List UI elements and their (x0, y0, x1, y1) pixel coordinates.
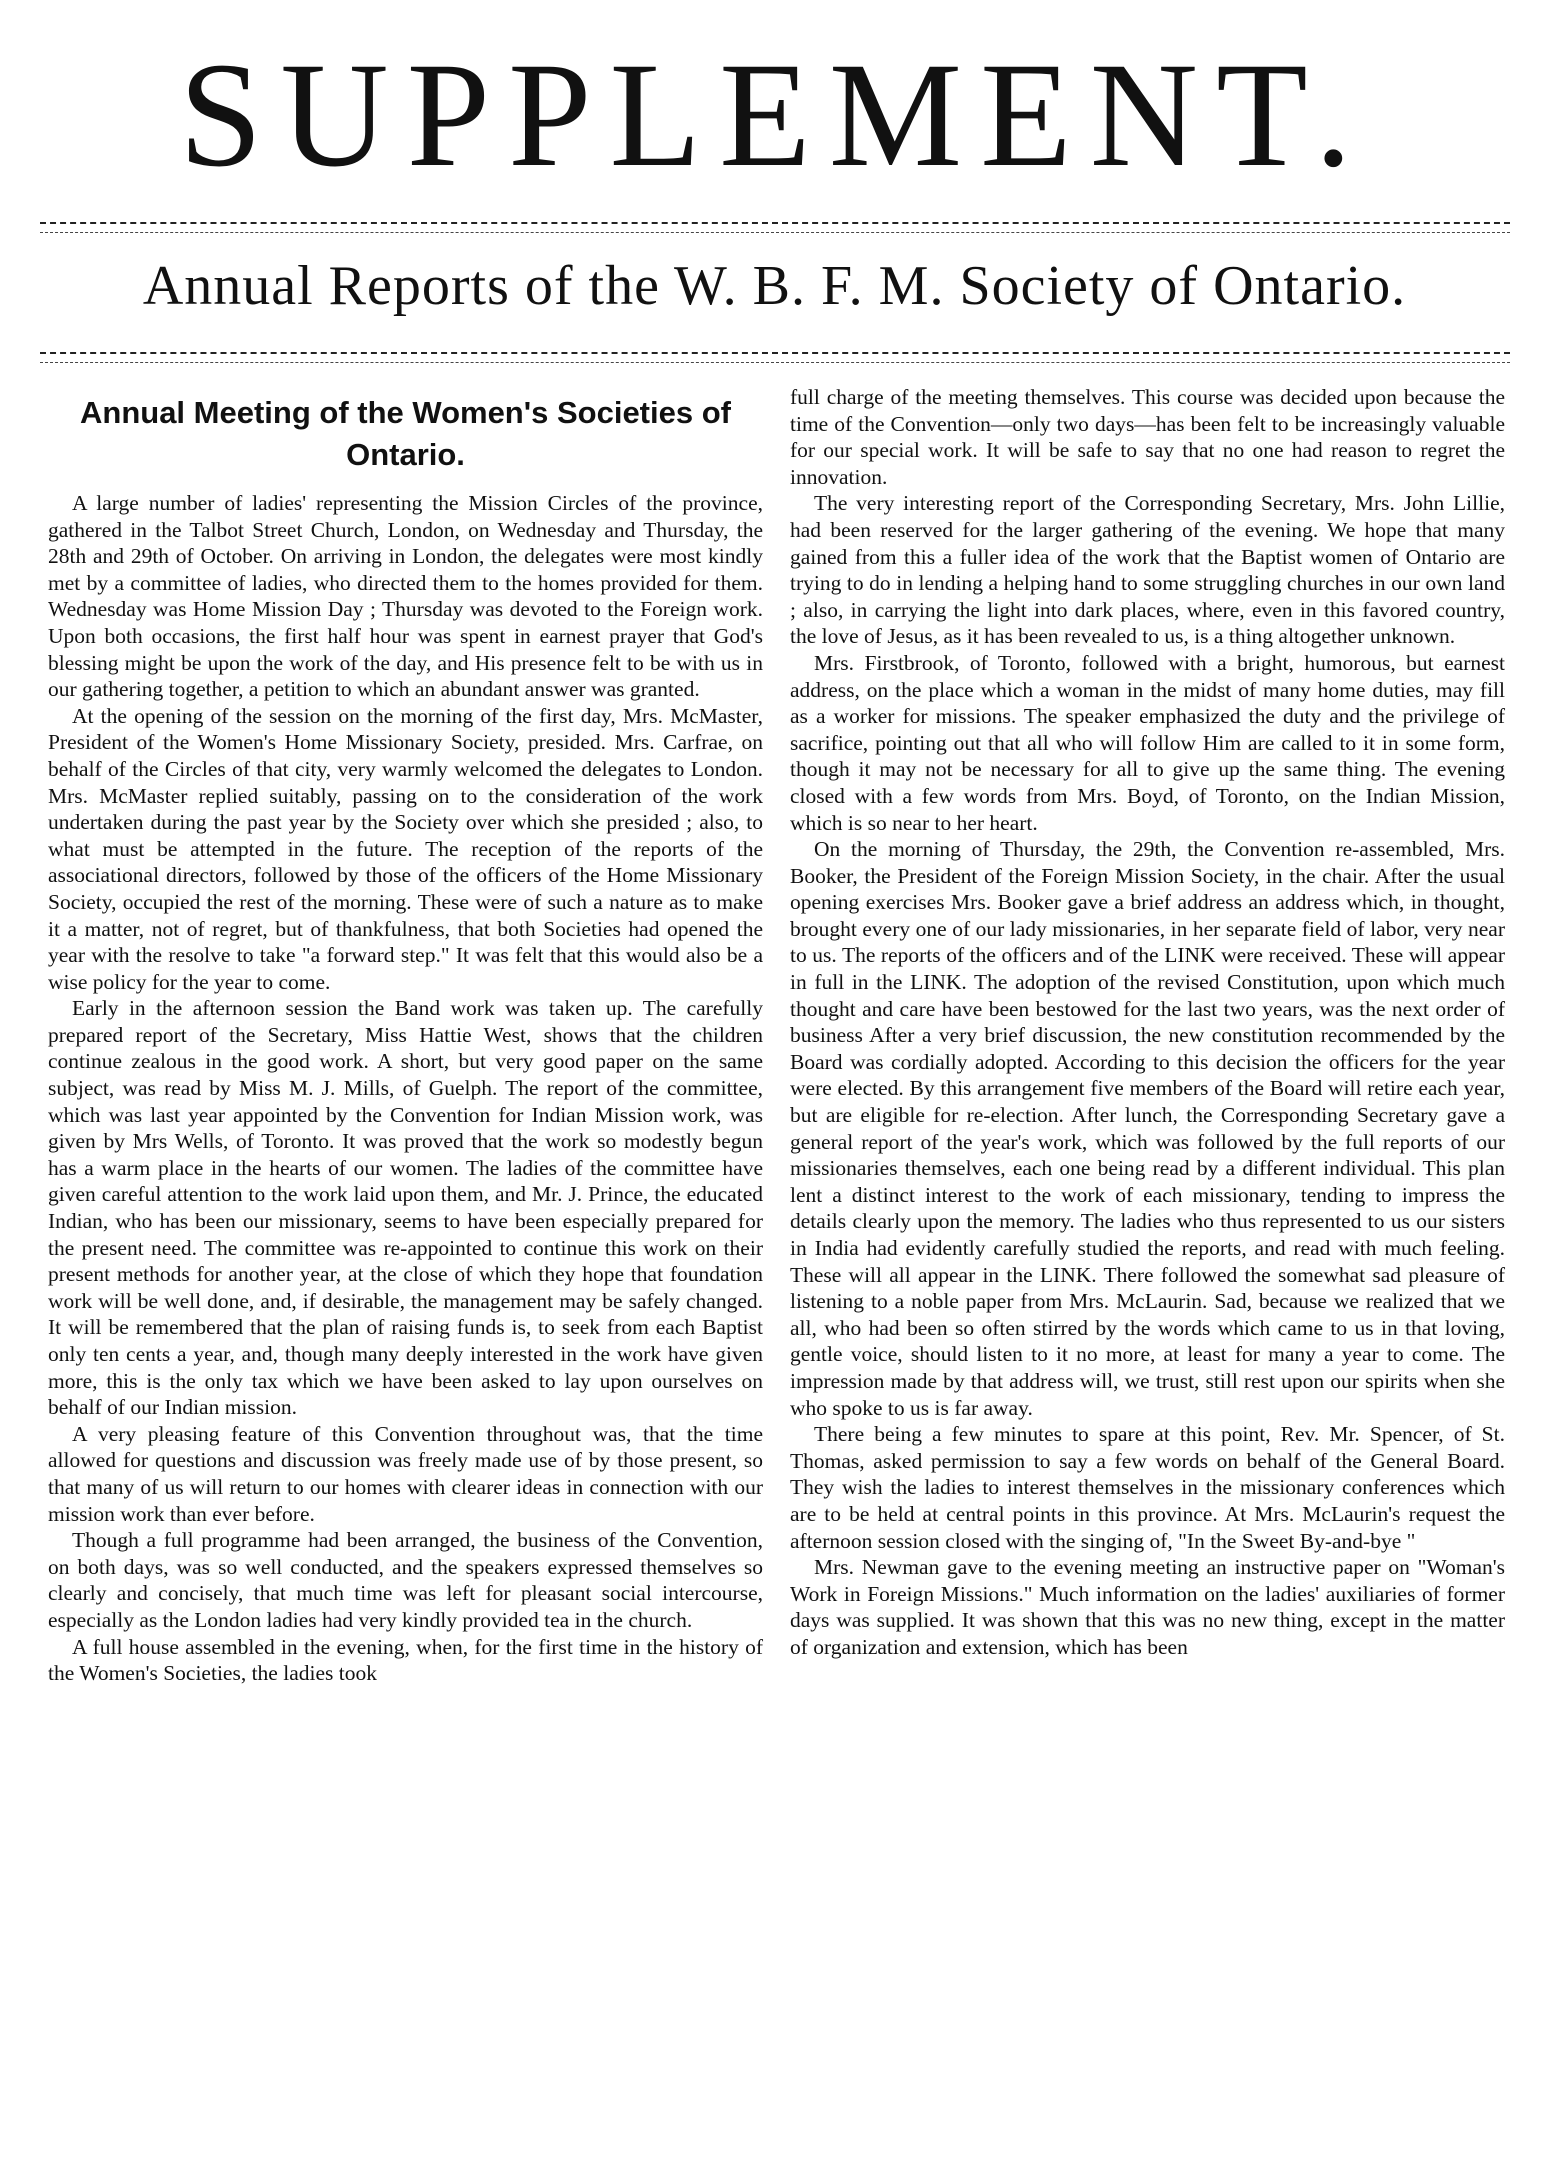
paragraph: A very pleasing feature of this Convention throughout was, that the time allowed for questions and discussion was freely made use of by those present, so that many of us will return to our homes with clearer ideas in connection with our mission work than ever before. (48, 1421, 763, 1526)
masthead-rule-top-thin (40, 232, 1510, 233)
subtitle-rule-bottom-thin (40, 362, 1510, 363)
masthead-rule-top (40, 222, 1510, 224)
paragraph: Mrs. Firstbrook, of Toronto, followed with a bright, humorous, but earnest address, on the place which a woman in the midst of many home duties, may fill as a worker for missions. The speaker emphasized the duty and the privilege of sacrifice, pointing out that all who will follow Him are called to it in some form, though it may not be necessary for all to give up the same thing. The evening closed with a few words from Mrs. Boyd, of Toronto, on the Indian Mission, which is so near to her heart. (790, 650, 1505, 835)
page-subtitle: Annual Reports of the W. B. F. M. Society of Ontario. (142, 255, 1407, 317)
left-column (48, 392, 763, 1687)
paragraph: Mrs. Newman gave to the evening meeting an instructive paper on "Woman's Work in Foreign Missions." Much information on the ladies' auxiliaries of former days was supplied. It was shown that this was no new thing, except in the matter of organization and extension, which has been (790, 1555, 1505, 1659)
paragraph: A large number of ladies' representing the Mission Circles of the province, gathered in the Talbot Street Church, London, on Wednesday and Thursday, the 28th and 29th of October. On arriving in London, the delegates were most kindly met by a committee of ladies, who directed them to the homes provided for them. Wednesday was Home Mission Day ; Thursday was devoted to the Foreign work. Upon both occasions, the first half hour was spent in earnest prayer that God's blessing might be upon the work of the day, and His presence felt to be with us in our gathering together, a petition to which an abundant answer was granted. (48, 491, 763, 702)
right-column (790, 384, 1505, 1661)
paragraph: There being a few minutes to spare at this point, Rev. Mr. Spencer, of St. Thomas, asked permission to say a few words on behalf of the General Board. They wish the ladies to interest themselves in the missionary conferences which are to be held at central points in this province. At Mrs. McLaurin's request the afternoon session closed with the singing of, "In the Sweet By-and-bye " (790, 1422, 1505, 1553)
masthead-title: SUPPLEMENT. (178, 32, 1371, 198)
paragraph: At the opening of the session on the morning of the first day, Mrs. McMaster, President of the Women's Home Missionary Society, presided. Mrs. Carfrae, on behalf of the Circles of that city, very warmly welcomed the delegates to London. Mrs. McMaster replied suitably, passing on to the consideration of the work undertaken during the past year by the Society over which she presided ; also, to what must be attempted in the future. The reception of the reports of the associational directors, followed by those of the officers of the Home Missionary Society, occupied the rest of the morning. These were of such a nature as to make it a matter, not of regret, but of thankfulness, that both Societies had opened the year with the resolve to take "a forward step." It was felt that this would also be a wise policy for the year to come. (48, 703, 763, 994)
paragraph: Early in the afternoon session the Band work was taken up. The carefully prepared report of the Secretary, Miss Hattie West, shows that the children continue zealous in the good work. A short, but very good paper on the same subject, was read by Miss M. J. Mills, of Guelph. The report of the committee, which was last year appointed by the Convention for Indian Mission work, was given by Mrs Wells, of Toronto. It was proved that the work so modestly begun has a warm place in the hearts of our women. The ladies of the committee have given careful attention to the work laid upon them, and Mr. J. Prince, the educated Indian, who has been our missionary, seems to have been especially prepared for the present need. The committee was re-appointed to continue this work on their present methods for another year, at the close of which they hope that foundation work will be well done, and, if desirable, the management may be safely changed. It will be remembered that the plan of raising funds is, to seek from each Baptist only ten cents a year, and, though many deeply interested in the work have given more, this is the only tax which we have been asked to lay upon ourselves on behalf of our Indian mission. (48, 996, 763, 1420)
paragraph-continuation: full charge of the meeting themselves. This course was decided upon because the time of the Convention—only two days—has been felt to be increasingly valuable for our special work. It will be safe to say that no one had reason to regret the innovation. (790, 385, 1505, 489)
paragraph: A full house assembled in the evening, when, for the first time in the history of the Women's Societies, the ladies took (48, 1634, 763, 1686)
article-title: Annual Meeting of the Women's Societies of Ontario. (80, 395, 731, 472)
paragraph: On the morning of Thursday, the 29th, the Convention re-assembled, Mrs. Booker, the President of the Foreign Mission Society, in the chair. After the usual opening exercises Mrs. Booker gave a brief address an address which, in thought, brought every one of our lady missionaries, in her separate field of labor, very near to us. The reports of the officers and of the LINK were received. These will appear in full in the LINK. The adoption of the revised Constitution, upon which much thought and care have been bestowed for the last two years, was the next order of business After a very brief discussion, the new constitution recommended by the Board was cordially adopted. According to this decision the officers for the year were elected. By this arrangement five members of the Board will retire each year, but are eligible for re-election. After lunch, the Corresponding Secretary gave a general report of the year's work, which was followed by the full reports of our missionaries themselves, each one being read by a different individual. This plan lent a distinct interest to the work of each missionary, tending to impress the details clearly upon the memory. The ladies who thus represented to us our sisters in India had evidently carefully studied the reports, and read with much feeling. These will all appear in the LINK. There followed the somewhat sad pleasure of listening to a noble paper from Mrs. McLaurin. Sad, because we realized that we all, who had been so often stirred by the words which came to us in that loving, gentle voice, should listen to it no more, at least for many a year to come. The impression made by that address will, we trust, still rest upon our spirits when she who spoke to us is far away. (790, 837, 1505, 1420)
paragraph: Though a full programme had been arranged, the business of the Convention, on both days, was so well conducted, and the speakers expressed themselves so clearly and concisely, that much time was left for pleasant social intercourse, especially as the London ladies had very kindly provided tea in the church. (48, 1528, 763, 1632)
paragraph: The very interesting report of the Corresponding Secretary, Mrs. John Lillie, had been reserved for the larger gathering of the evening. We hope that many gained from this a fuller idea of the work that the Baptist women of Ontario are trying to do in lending a helping hand to some struggling churches in our own land ; also, in carrying the light into dark places, where, even in this favored country, the love of Jesus, as it has been revealed to us, is a thing altogether unknown. (790, 491, 1505, 649)
subtitle-rule-bottom (40, 352, 1510, 354)
